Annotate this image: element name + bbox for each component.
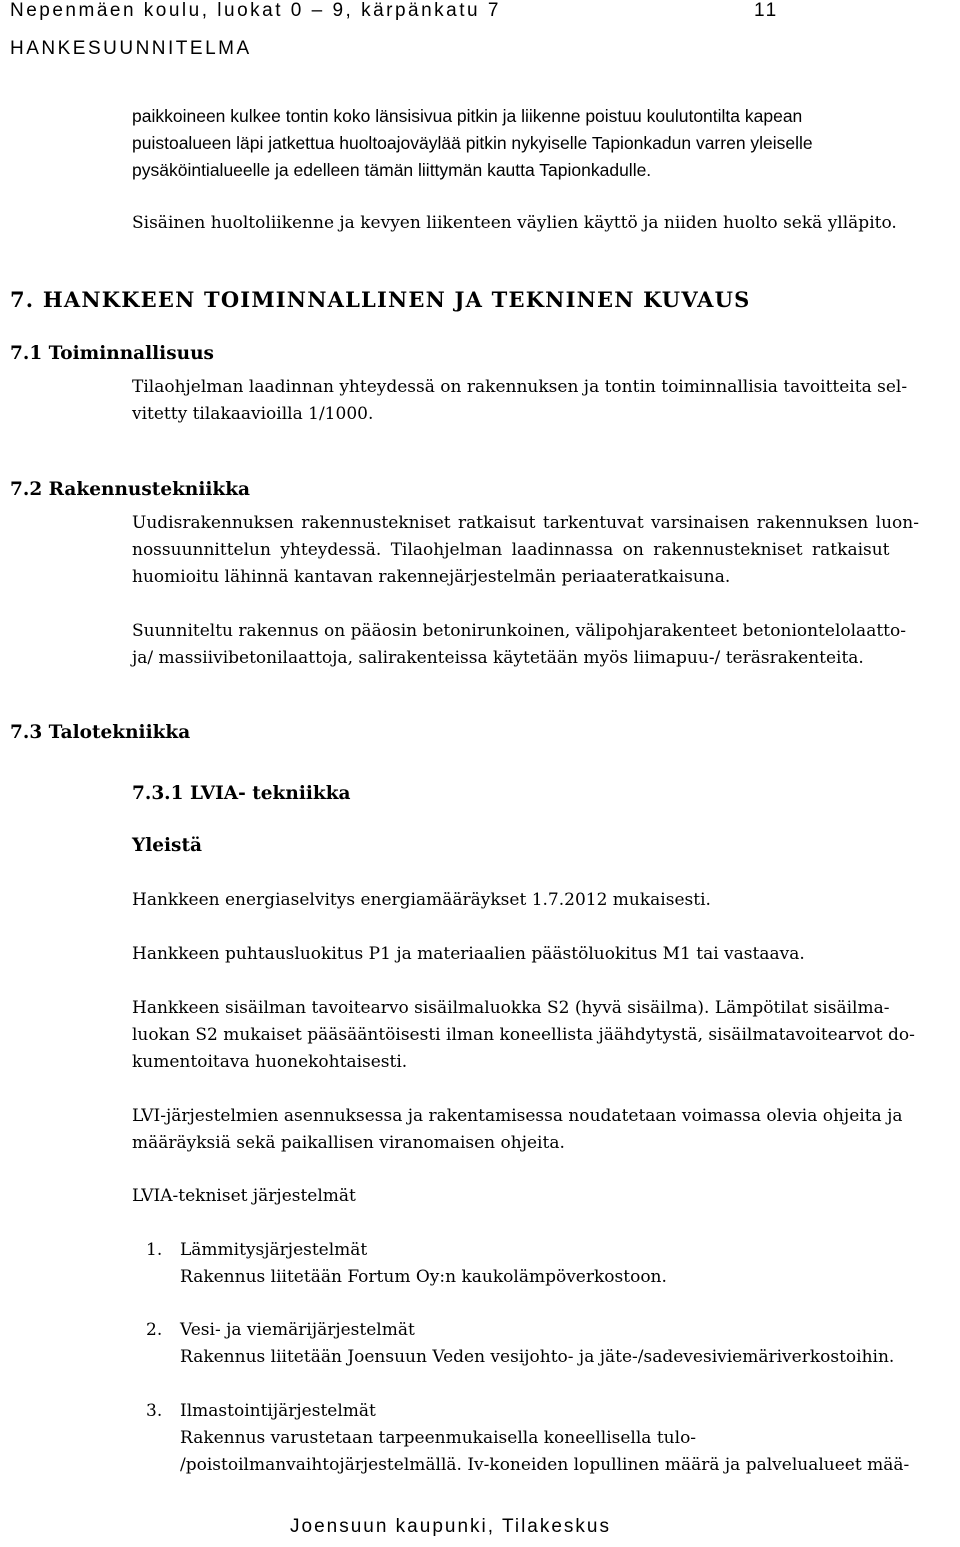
systems-heading: LVIA-tekniset järjestelmät [132,1186,356,1206]
header-subtitle: HANKESUUNNITELMA [10,38,252,59]
energy-text: Hankkeen energiaselvitys energiamääräykset 1.7.2012 mukaisesti. [132,890,711,910]
lvi-line-1: LVI-järjestelmien asennuksessa ja rakentamisessa noudatetaan voimassa olevia ohjeita ja [132,1106,903,1126]
intro-line-1: paikkoineen kulkee tontin koko länsisivua pitkin ja liikenne poistuu koulutontilta kapean [132,106,803,126]
page-number: 11 [754,0,779,21]
intro-line-3: pysäköintialueelle ja edelleen tämän liittymän kautta Tapionkadulle. [132,160,652,180]
section-7-3-heading: 7.3 Talotekniikka [10,722,191,743]
footer: Joensuun kaupunki, Tilakeskus [290,1516,611,1537]
cleanliness-text: Hankkeen puhtausluokitus P1 ja materiaalien päästöluokitus M1 tai vastaava. [132,944,805,964]
s72-p1-line-2: nossuunnittelun yhteydessä. Tilaohjelman laadinnassa on rakennustekniset ratkaisut [132,540,890,560]
list-item-title: Vesi- ja viemärijärjestelmät [180,1320,415,1340]
list-item-text: Rakennus liitetään Fortum Oy:n kaukolämpöverkostoon. [180,1267,667,1287]
s72-p1-line-3: huomioitu lähinnä kantavan rakennejärjestelmän periaateratkaisuna. [132,567,731,587]
intro-line-2: puistoalueen läpi jatkettua huoltoajoväylää pitkin nykyiselle Tapionkadun varren yleiselle [132,133,813,153]
air-line-2: luokan S2 mukaiset pääsääntöisesti ilman koneellista jäähdytystä, sisäilmatavoitearvot do- [132,1025,915,1045]
general-heading: Yleistä [132,835,202,856]
s71-line-2: vitetty tilakaavioilla 1/1000. [132,404,374,424]
header-title: Nepenmäen koulu, luokat 0 – 9, kärpänkatu 7 [10,0,501,21]
air-line-1: Hankkeen sisäilman tavoitearvo sisäilmaluokka S2 (hyvä sisäilma). Lämpötilat sisäilma- [132,998,890,1018]
list-item-title: Lämmitysjärjestelmät [180,1240,368,1260]
section-7-3-1-heading: 7.3.1 LVIA- tekniikka [132,783,351,804]
list-item-number: 1. [146,1240,163,1260]
list-item-title: Ilmastointijärjestelmät [180,1401,376,1421]
list-item-text: Rakennus liitetään Joensuun Veden vesijohto- ja jäte-/sadevesiviemäriverkostoihin. [180,1347,895,1367]
list-item-text: /poistoilmanvaihtojärjestelmällä. Iv-koneiden lopullinen määrä ja palvelualueet mää- [180,1455,910,1475]
list-item-number: 3. [146,1401,163,1421]
s72-p2-line-2: ja/ massiivibetonilaattoja, salirakenteissa käytetään myös liimapuu-/ teräsrakenteita. [132,648,864,668]
s72-p1-line-1: Uudisrakennuksen rakennustekniset ratkaisut tarkentuvat varsinaisen rakennuksen luon- [132,513,919,533]
s71-line-1: Tilaohjelman laadinnan yhteydessä on rakennuksen ja tontin toiminnallisia tavoitteita sel- [132,377,908,397]
maintenance-text: Sisäinen huoltoliikenne ja kevyen liikenteen väylien käyttö ja niiden huolto sekä ylläpito. [132,213,897,233]
air-line-3: kumentoitava huonekohtaisesti. [132,1052,408,1072]
s72-p2-line-1: Suunniteltu rakennus on pääosin betonirunkoinen, välipohjarakenteet betoniontelolaatto- [132,621,906,641]
list-item-number: 2. [146,1320,163,1340]
section-7-1-heading: 7.1 Toiminnallisuus [10,343,214,364]
lvi-line-2: määräyksiä sekä paikallisen viranomaisen ohjeita. [132,1133,565,1153]
section-7-heading: 7. HANKKEEN TOIMINNALLINEN JA TEKNINEN KUVAUS [10,287,751,312]
section-7-2-heading: 7.2 Rakennustekniikka [10,479,251,500]
list-item-text: Rakennus varustetaan tarpeenmukaisella koneellisella tulo- [180,1428,697,1448]
